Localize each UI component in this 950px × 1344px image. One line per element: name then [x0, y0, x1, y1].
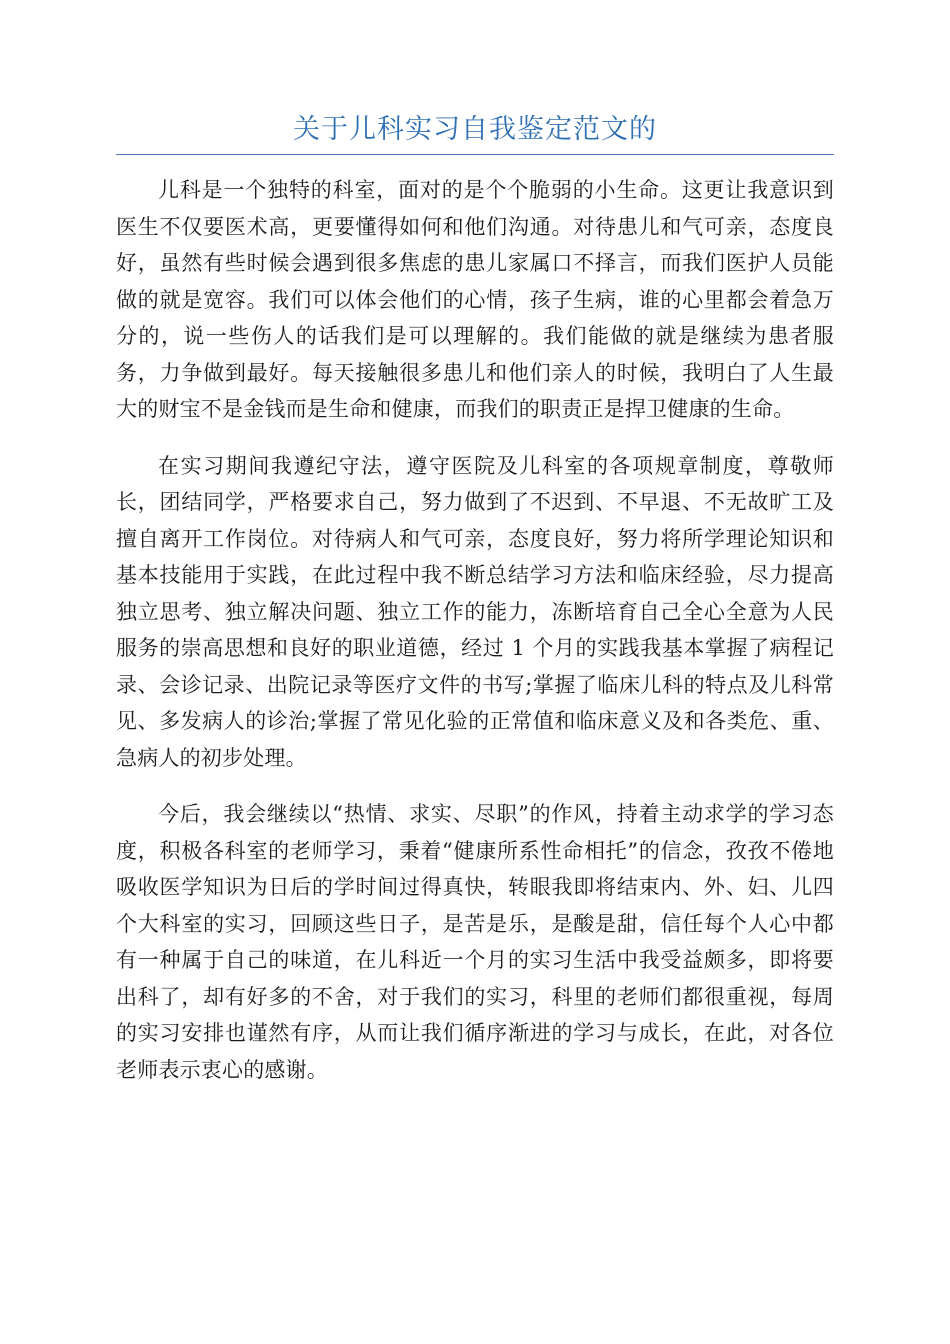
title-underline — [116, 154, 834, 155]
document-title: 关于儿科实习自我鉴定范文的 — [293, 114, 657, 145]
paragraph-2: 在实习期间我遵纪守法，遵守医院及儿科室的各项规章制度，尊敬师长，团结同学，严格要求自己，努力做到了不迟到、不早退、不无故旷工及擅自离开工作岗位。对待病人和气可亲，态度良好，努力将所学理论知识和基本技能用于实践，在此过程中我不断总结学习方法和临床经验，尽力提高独立思考、独立解决问题、独立工作的能力，冻断培育自己全心全意为人民服务的崇高思想和良好的职业道德，经过 1 个月的实践我基本掌握了病程记录、会诊记录、出院记录等医疗文件的书写;掌握了临床儿科的特点及儿科常见、多发病人的诊治;掌握了常见化验的正常值和临床意义及和各类危、重、急病人的初步处理。 — [116, 453, 834, 770]
paragraph-3: 今后，我会继续以“热情、求实、尽职”的作风，持着主动求学的学习态度，积极各科室的老师学习，秉着“健康所系性命相托”的信念，孜孜不倦地吸收医学知识为日后的学时间过得真快，转眼我即将结束内、外、妇、儿四个大科室的实习，回顾这些日子，是苦是乐，是酸是甜，信任每个人心中都有一种属于自己的味道，在儿科近一个月的实习生活中我受益颇多，即将要出科了，却有好多的不舍，对于我们的实习，科里的老师们都很重视，每周的实习安排也谨然有序，从而让我们循序渐进的学习与成长，在此，对各位老师表示衷心的感谢。 — [116, 802, 834, 1082]
document-body — [116, 172, 834, 1108]
paragraph-1: 儿科是一个独特的科室，面对的是个个脆弱的小生命。这更让我意识到医生不仅要医术高，更要懂得如何和他们沟通。对待患儿和气可亲，态度良好，虽然有些时候会遇到很多焦虑的患儿家属口不择言，而我们医护人员能做的就是宽容。我们可以体会他们的心情，孩子生病，谁的心里都会着急万分的，说一些伤人的话我们是可以理解的。我们能做的就是继续为患者服务，力争做到最好。每天接触很多患儿和他们亲人的时候，我明白了人生最大的财宝不是金钱而是生命和健康，而我们的职责正是捍卫健康的生命。 — [116, 178, 834, 421]
